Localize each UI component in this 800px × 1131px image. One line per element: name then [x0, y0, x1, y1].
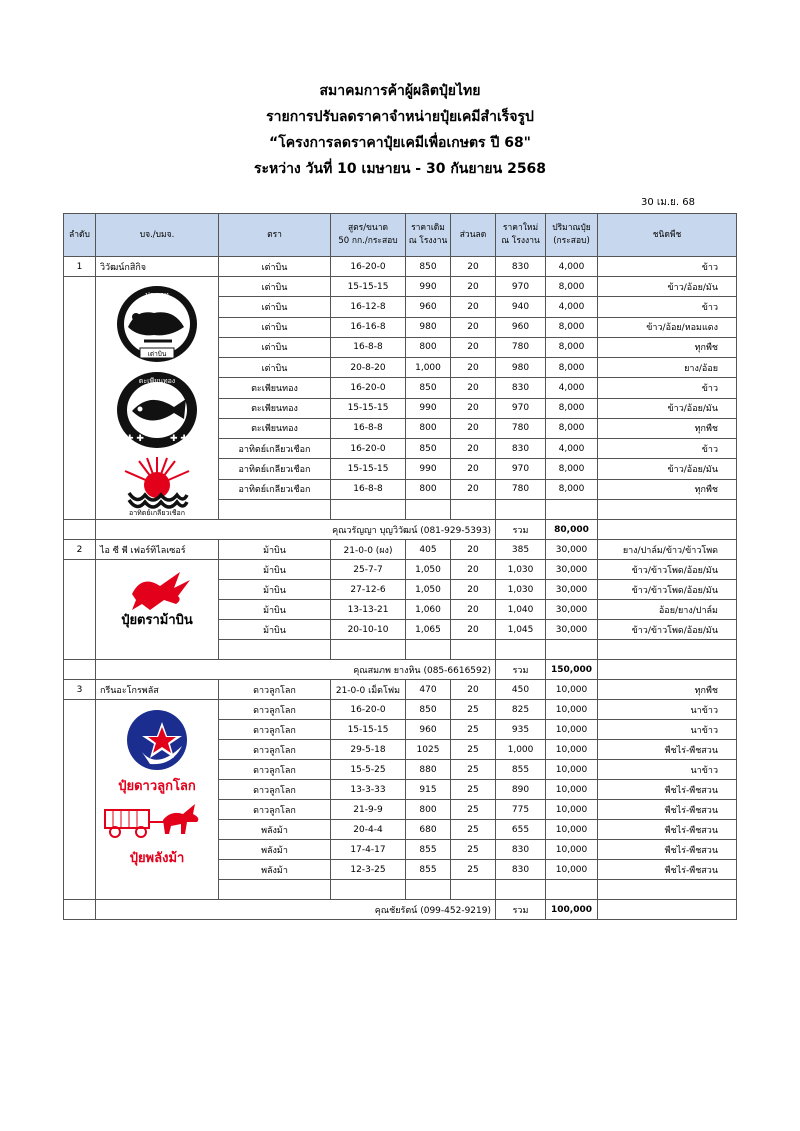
formula-cell: 15-15-15 — [331, 398, 406, 418]
quantity-cell: 8,000 — [546, 317, 598, 337]
brand-cell: ดาวลูกโลก — [219, 760, 331, 780]
old-price-cell: 1025 — [406, 740, 451, 760]
discount-cell: 20 — [451, 297, 496, 317]
total-blank — [598, 520, 737, 540]
new-price-cell: 1,000 — [496, 740, 546, 760]
turtle-logo-top: ประเภท — [145, 291, 169, 299]
horsepower-logo-text: ปุ๋ยพลังม้า — [129, 851, 185, 866]
empty-cell — [331, 880, 406, 900]
brand-cell: เต่าบิน — [219, 317, 331, 337]
header-brand: ตรา — [219, 214, 331, 257]
old-price-cell: 855 — [406, 840, 451, 860]
quantity-cell: 30,000 — [546, 560, 598, 580]
formula-cell: 16-20-0 — [331, 700, 406, 720]
crop-cell: ทุกพืช — [598, 418, 737, 438]
contact-phone: (099-452-9219) — [420, 905, 491, 916]
new-price-cell: 825 — [496, 700, 546, 720]
new-price-cell: 970 — [496, 398, 546, 418]
crop-cell: นาข้าว — [598, 760, 737, 780]
formula-cell: 15-15-15 — [331, 720, 406, 740]
brand-cell: ดาวลูกโลก — [219, 780, 331, 800]
association-name: สมาคมการค้าผู้ผลิตปุ๋ยไทย — [319, 83, 481, 99]
formula-cell: 29-5-18 — [331, 740, 406, 760]
total-row-blank — [64, 520, 96, 540]
company-logos-cell — [96, 560, 219, 660]
empty-cell — [598, 499, 737, 519]
formula-cell: 13-3-33 — [331, 780, 406, 800]
new-price-cell: 960 — [496, 317, 546, 337]
formula-cell: 15-5-25 — [331, 760, 406, 780]
new-price-cell: 1,030 — [496, 580, 546, 600]
crop-cell: ข้าว — [598, 257, 737, 277]
logos-group-1 — [96, 277, 218, 519]
old-price-cell: 960 — [406, 720, 451, 740]
header-qty-l2: (กระสอบ) — [553, 236, 590, 246]
quantity-cell: 10,000 — [546, 740, 598, 760]
crop-cell: พืชไร่-พืชสวน — [598, 780, 737, 800]
brand-cell: อาทิตย์เกลียวเชือก — [219, 459, 331, 479]
quantity-cell: 8,000 — [546, 398, 598, 418]
header-old-l2: ณ โรงงาน — [408, 236, 448, 246]
new-price-cell: 830 — [496, 840, 546, 860]
crop-cell: นาข้าว — [598, 720, 737, 740]
brand-cell: เต่าบิน — [219, 337, 331, 357]
old-price-cell: 680 — [406, 820, 451, 840]
discount-cell: 20 — [451, 479, 496, 499]
contact-name: คุณชัยรัตน์ — [374, 905, 418, 916]
empty-cell — [451, 880, 496, 900]
quantity-cell: 30,000 — [546, 540, 598, 560]
formula-cell: 13-13-21 — [331, 600, 406, 620]
total-value: 80,000 — [546, 520, 598, 540]
brand-cell: ม้าบิน — [219, 560, 331, 580]
empty-cell — [546, 880, 598, 900]
old-price-cell: 915 — [406, 780, 451, 800]
discount-cell: 20 — [451, 560, 496, 580]
total-row — [64, 660, 737, 680]
old-price-cell: 800 — [406, 337, 451, 357]
contact-cell — [96, 520, 496, 540]
header-quantity — [546, 214, 598, 257]
brand-cell: ม้าบิน — [219, 620, 331, 640]
quantity-cell: 10,000 — [546, 720, 598, 740]
header-qty-l1: ปริมาณปุ๋ย — [552, 223, 591, 233]
discount-cell: 25 — [451, 780, 496, 800]
old-price-cell: 1,050 — [406, 580, 451, 600]
quantity-cell: 8,000 — [546, 479, 598, 499]
crop-cell: ข้าว/อ้อย/หอมแดง — [598, 317, 737, 337]
quantity-cell: 8,000 — [546, 459, 598, 479]
formula-cell: 12-3-25 — [331, 860, 406, 880]
formula-cell: 16-12-8 — [331, 297, 406, 317]
old-price-cell: 880 — [406, 760, 451, 780]
new-price-cell: 780 — [496, 337, 546, 357]
row-number: 2 — [64, 540, 96, 560]
logos-group-3 — [96, 700, 218, 872]
empty-cell — [331, 499, 406, 519]
formula-cell: 21-9-9 — [331, 800, 406, 820]
empty-cell — [219, 499, 331, 519]
total-blank — [598, 660, 737, 680]
new-price-cell: 970 — [496, 277, 546, 297]
new-price-cell: 1,045 — [496, 620, 546, 640]
old-price-cell: 1,050 — [406, 560, 451, 580]
discount-cell: 20 — [451, 600, 496, 620]
crop-cell: ข้าว — [598, 297, 737, 317]
new-price-cell: 450 — [496, 680, 546, 700]
discount-cell: 25 — [451, 740, 496, 760]
old-price-cell: 855 — [406, 860, 451, 880]
quantity-cell: 8,000 — [546, 358, 598, 378]
brand-cell: พลังม้า — [219, 860, 331, 880]
company-logos-cell — [96, 277, 219, 520]
empty-cell — [546, 499, 598, 519]
brand-cell: พลังม้า — [219, 840, 331, 860]
brand-cell: ดาวลูกโลก — [219, 800, 331, 820]
old-price-cell: 1,000 — [406, 358, 451, 378]
project-name: “โครงการลดราคาปุ๋ยเคมีเพื่อเกษตร ปี 68" — [269, 135, 531, 151]
crop-cell: ทุกพืช — [598, 337, 737, 357]
brand-cell: เต่าบิน — [219, 277, 331, 297]
svg-text:✚ ✚: ✚ ✚ — [126, 434, 144, 444]
contact-cell — [96, 900, 496, 920]
empty-cell — [219, 640, 331, 660]
sun-logo-text: อาทิตย์เกลียวเชือก — [129, 509, 185, 517]
brand-cell: เต่าบิน — [219, 358, 331, 378]
row-number: 1 — [64, 257, 96, 277]
total-row-blank — [64, 660, 96, 680]
new-price-cell: 890 — [496, 780, 546, 800]
old-price-cell: 405 — [406, 540, 451, 560]
logos-group-2 — [96, 560, 218, 630]
brand-cell: ม้าบิน — [219, 600, 331, 620]
old-price-cell: 800 — [406, 800, 451, 820]
globe-star-logo — [102, 706, 212, 796]
old-price-cell: 990 — [406, 277, 451, 297]
document-date: 30 เม.ย. 68 — [640, 197, 695, 208]
empty-cell — [496, 880, 546, 900]
discount-cell: 20 — [451, 398, 496, 418]
discount-cell: 20 — [451, 540, 496, 560]
pegasus-logo — [102, 566, 212, 628]
header-formula-l2: 50 กก./กระสอบ — [338, 236, 398, 246]
brand-cell: ดาวลูกโลก — [219, 720, 331, 740]
table-row — [64, 277, 737, 297]
empty-cell — [496, 499, 546, 519]
new-price-cell: 830 — [496, 257, 546, 277]
new-price-cell: 830 — [496, 439, 546, 459]
header-discount: ส่วนลด — [451, 214, 496, 257]
discount-cell: 20 — [451, 680, 496, 700]
contact-name: คุณสมภพ ยางหิน — [353, 665, 421, 676]
empty-cell — [406, 880, 451, 900]
formula-cell: 16-20-0 — [331, 439, 406, 459]
pegasus-logo-text: ปุ๋ยตราม้าบิน — [121, 613, 193, 628]
contact-phone: (085-6616592) — [423, 665, 491, 676]
brand-cell: ตะเพียนทอง — [219, 378, 331, 398]
formula-cell: 25-7-7 — [331, 560, 406, 580]
svg-text:✚ ✚: ✚ ✚ — [170, 434, 188, 444]
discount-cell: 20 — [451, 439, 496, 459]
discount-cell: 20 — [451, 358, 496, 378]
old-price-cell: 470 — [406, 680, 451, 700]
sun-rope-logo — [107, 455, 207, 517]
company-logos-cell — [96, 700, 219, 900]
crop-cell: ทุกพืช — [598, 479, 737, 499]
quantity-cell: 8,000 — [546, 418, 598, 438]
crop-cell: ข้าว/ข้าวโพด/อ้อย/มัน — [598, 560, 737, 580]
brand-cell: ม้าบิน — [219, 580, 331, 600]
discount-cell: 25 — [451, 720, 496, 740]
total-row — [64, 520, 737, 540]
empty-cell — [219, 880, 331, 900]
quantity-cell: 8,000 — [546, 277, 598, 297]
old-price-cell: 800 — [406, 479, 451, 499]
empty-cell — [406, 640, 451, 660]
new-price-cell: 655 — [496, 820, 546, 840]
discount-cell: 20 — [451, 418, 496, 438]
list-title: รายการปรับลดราคาจำหน่ายปุ๋ยเคมีสำเร็จรูป — [266, 109, 534, 125]
total-row-blank — [64, 900, 96, 920]
discount-cell: 25 — [451, 700, 496, 720]
quantity-cell: 30,000 — [546, 580, 598, 600]
fish-logo — [114, 369, 200, 451]
row-number-blank — [64, 277, 96, 520]
crop-cell: อ้อย/ยาง/ปาล์ม — [598, 600, 737, 620]
new-price-cell: 1,040 — [496, 600, 546, 620]
crop-cell: นาข้าว — [598, 700, 737, 720]
brand-cell: อาทิตย์เกลียวเชือก — [219, 439, 331, 459]
new-price-cell: 780 — [496, 418, 546, 438]
header-new-price — [496, 214, 546, 257]
crop-cell: ข้าว — [598, 439, 737, 459]
crop-cell: ข้าว/ข้าวโพด/อ้อย/มัน — [598, 580, 737, 600]
new-price-cell: 775 — [496, 800, 546, 820]
crop-cell: พืชไร่-พืชสวน — [598, 800, 737, 820]
quantity-cell: 10,000 — [546, 860, 598, 880]
formula-cell: 27-12-6 — [331, 580, 406, 600]
old-price-cell: 800 — [406, 418, 451, 438]
crop-cell: ข้าว — [598, 378, 737, 398]
discount-cell: 25 — [451, 800, 496, 820]
old-price-cell: 1,065 — [406, 620, 451, 640]
discount-cell: 20 — [451, 580, 496, 600]
fish-logo-text: ตะเพียนทอง — [138, 377, 176, 385]
table-row — [64, 700, 737, 720]
empty-cell — [598, 880, 737, 900]
formula-cell: 16-8-8 — [331, 479, 406, 499]
crop-cell: พืชไร่-พืชสวน — [598, 740, 737, 760]
price-table — [63, 213, 737, 920]
header-new-l2: ณ โรงงาน — [501, 236, 540, 246]
table-row — [64, 680, 737, 700]
total-blank — [598, 900, 737, 920]
old-price-cell: 850 — [406, 439, 451, 459]
discount-cell: 20 — [451, 337, 496, 357]
crop-cell: ข้าว/อ้อย/มัน — [598, 277, 737, 297]
formula-cell: 16-16-8 — [331, 317, 406, 337]
header-company: บจ./บมจ. — [96, 214, 219, 257]
header-old-l1: ราคาเดิม — [411, 223, 445, 233]
brand-cell: ดาวลูกโลก — [219, 740, 331, 760]
crop-cell: ข้าว/ข้าวโพด/อ้อย/มัน — [598, 620, 737, 640]
brand-cell: ดาวลูกโลก — [219, 680, 331, 700]
new-price-cell: 935 — [496, 720, 546, 740]
brand-cell: ดาวลูกโลก — [219, 700, 331, 720]
empty-cell — [546, 640, 598, 660]
new-price-cell: 980 — [496, 358, 546, 378]
table-header-row — [64, 214, 737, 257]
total-label: รวม — [496, 520, 546, 540]
quantity-cell: 10,000 — [546, 800, 598, 820]
turtle-logo — [114, 283, 200, 365]
brand-cell: เต่าบิน — [219, 297, 331, 317]
quantity-cell: 30,000 — [546, 620, 598, 640]
old-price-cell: 990 — [406, 398, 451, 418]
discount-cell: 25 — [451, 860, 496, 880]
header-formula-l1: สูตร/ขนาด — [347, 223, 389, 233]
document-title-block — [0, 78, 800, 182]
globe-logo-text: ปุ๋ยดาวลูกโลก — [118, 779, 196, 794]
quantity-cell: 10,000 — [546, 840, 598, 860]
quantity-cell: 4,000 — [546, 439, 598, 459]
formula-cell: 20-10-10 — [331, 620, 406, 640]
row-number-blank — [64, 700, 96, 900]
quantity-cell: 10,000 — [546, 680, 598, 700]
total-label: รวม — [496, 900, 546, 920]
table-row — [64, 540, 737, 560]
formula-cell: 16-8-8 — [331, 337, 406, 357]
row-number: 3 — [64, 680, 96, 700]
formula-cell: 15-15-15 — [331, 277, 406, 297]
old-price-cell: 850 — [406, 378, 451, 398]
old-price-cell: 1,060 — [406, 600, 451, 620]
total-label: รวม — [496, 660, 546, 680]
quantity-cell: 10,000 — [546, 760, 598, 780]
company-name: ไอ ซี พี เฟอร์ทิไลเซอร์ — [96, 540, 219, 560]
new-price-cell: 385 — [496, 540, 546, 560]
turtle-logo-text: เต่าบิน — [147, 350, 167, 358]
header-no: ลำดับ — [64, 214, 96, 257]
empty-cell — [451, 499, 496, 519]
old-price-cell: 990 — [406, 459, 451, 479]
formula-cell: 16-8-8 — [331, 418, 406, 438]
discount-cell: 20 — [451, 277, 496, 297]
discount-cell: 20 — [451, 620, 496, 640]
formula-cell: 21-0-0 เม็ดโฟม — [331, 680, 406, 700]
crop-cell: พืชไร่-พืชสวน — [598, 820, 737, 840]
brand-cell: ม้าบิน — [219, 540, 331, 560]
header-old-price — [406, 214, 451, 257]
formula-cell: 17-4-17 — [331, 840, 406, 860]
total-value: 100,000 — [546, 900, 598, 920]
formula-cell: 16-20-0 — [331, 378, 406, 398]
discount-cell: 20 — [451, 459, 496, 479]
crop-cell: ทุกพืช — [598, 680, 737, 700]
crop-cell: ยาง/ปาล์ม/ข้าว/ข้าวโพด — [598, 540, 737, 560]
quantity-cell: 10,000 — [546, 780, 598, 800]
quantity-cell: 10,000 — [546, 700, 598, 720]
brand-cell: พลังม้า — [219, 820, 331, 840]
brand-cell: เต่าบิน — [219, 257, 331, 277]
discount-cell: 20 — [451, 317, 496, 337]
contact-name: คุณวรัญญา บุญวิวัฒน์ — [332, 525, 418, 536]
new-price-cell: 1,030 — [496, 560, 546, 580]
empty-cell — [406, 499, 451, 519]
total-row — [64, 900, 737, 920]
company-name: กรีนอะโกรพลัส — [96, 680, 219, 700]
contact-phone: (081-929-5393) — [420, 525, 491, 536]
formula-cell: 20-4-4 — [331, 820, 406, 840]
empty-cell — [496, 640, 546, 660]
new-price-cell: 780 — [496, 479, 546, 499]
old-price-cell: 960 — [406, 297, 451, 317]
total-value: 150,000 — [546, 660, 598, 680]
discount-cell: 25 — [451, 840, 496, 860]
discount-cell: 25 — [451, 820, 496, 840]
discount-cell: 25 — [451, 760, 496, 780]
new-price-cell: 855 — [496, 760, 546, 780]
table-row — [64, 560, 737, 580]
row-number-blank — [64, 560, 96, 660]
new-price-cell: 830 — [496, 378, 546, 398]
company-name: วิวัฒน์กสิกิจ — [96, 257, 219, 277]
quantity-cell: 4,000 — [546, 297, 598, 317]
old-price-cell: 850 — [406, 700, 451, 720]
brand-cell: ตะเพียนทอง — [219, 418, 331, 438]
new-price-cell: 940 — [496, 297, 546, 317]
formula-cell: 20-8-20 — [331, 358, 406, 378]
crop-cell: ข้าว/อ้อย/มัน — [598, 459, 737, 479]
crop-cell: พืชไร่-พืชสวน — [598, 840, 737, 860]
crop-cell: พืชไร่-พืชสวน — [598, 860, 737, 880]
header-formula — [331, 214, 406, 257]
table-row — [64, 257, 737, 277]
contact-cell — [96, 660, 496, 680]
old-price-cell: 850 — [406, 257, 451, 277]
period: ระหว่าง วันที่ 10 เมษายน - 30 กันยายน 2568 — [253, 161, 547, 177]
discount-cell: 20 — [451, 257, 496, 277]
horsepower-logo — [101, 800, 213, 870]
new-price-cell: 830 — [496, 860, 546, 880]
empty-cell — [598, 640, 737, 660]
brand-cell: ตะเพียนทอง — [219, 398, 331, 418]
formula-cell: 21-0-0 (ผง) — [331, 540, 406, 560]
quantity-cell: 4,000 — [546, 257, 598, 277]
quantity-cell: 10,000 — [546, 820, 598, 840]
header-new-l1: ราคาใหม่ — [502, 223, 539, 233]
crop-cell: ยาง/อ้อย — [598, 358, 737, 378]
discount-cell: 20 — [451, 378, 496, 398]
header-crop: ชนิดพืช — [598, 214, 737, 257]
new-price-cell: 970 — [496, 459, 546, 479]
crop-cell: ข้าว/อ้อย/มัน — [598, 398, 737, 418]
formula-cell: 16-20-0 — [331, 257, 406, 277]
quantity-cell: 8,000 — [546, 337, 598, 357]
empty-cell — [331, 640, 406, 660]
quantity-cell: 30,000 — [546, 600, 598, 620]
brand-cell: อาทิตย์เกลียวเชือก — [219, 479, 331, 499]
quantity-cell: 4,000 — [546, 378, 598, 398]
old-price-cell: 980 — [406, 317, 451, 337]
empty-cell — [451, 640, 496, 660]
formula-cell: 15-15-15 — [331, 459, 406, 479]
